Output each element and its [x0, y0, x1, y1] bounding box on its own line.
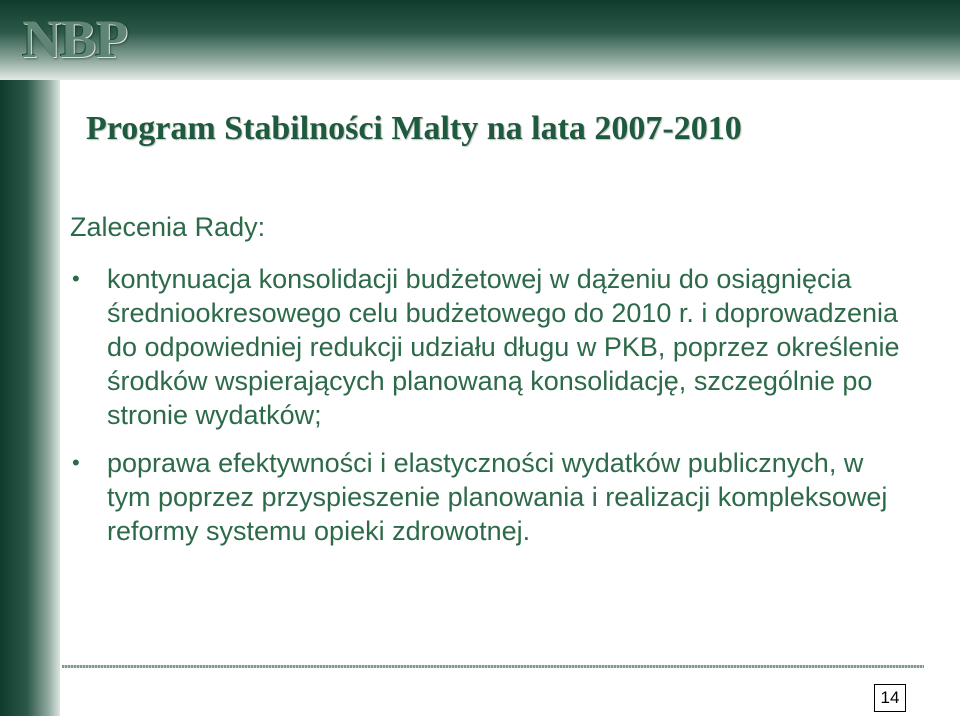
bullet-text: poprawa efektywności i elastyczności wydatków publicznych, w tym poprzez przyspieszenie planowania i realizacji kompleksowej reformy systemu opieki zdrowotnej. — [107, 448, 888, 546]
bullet-item — [70, 446, 910, 548]
page-number: 14 — [874, 684, 906, 712]
bullet-list — [70, 262, 910, 562]
bullet-point-icon: • — [72, 266, 80, 291]
left-decorative-band — [0, 0, 60, 716]
bullet-item — [70, 262, 910, 432]
top-decorative-band — [0, 0, 960, 80]
bullet-text: kontynuacja konsolidacji budżetowej w dążeniu do osiągnięcia średniookresowego celu budżetowego do 2010 r. i doprowadzenia do odpowiedniej redukcji udziału długu w PKB, poprzez określenie środków wspierających planowaną konsolidację, szczególnie po stronie wydatków; — [107, 264, 900, 430]
nbp-logo: NBP — [22, 9, 127, 69]
bullet-point-icon: • — [72, 450, 80, 475]
slide-subtitle: Zalecenia Rady: — [70, 212, 266, 242]
footer-divider — [62, 665, 924, 668]
slide-title: Program Stabilności Malty na lata 2007-2010 — [86, 110, 742, 147]
